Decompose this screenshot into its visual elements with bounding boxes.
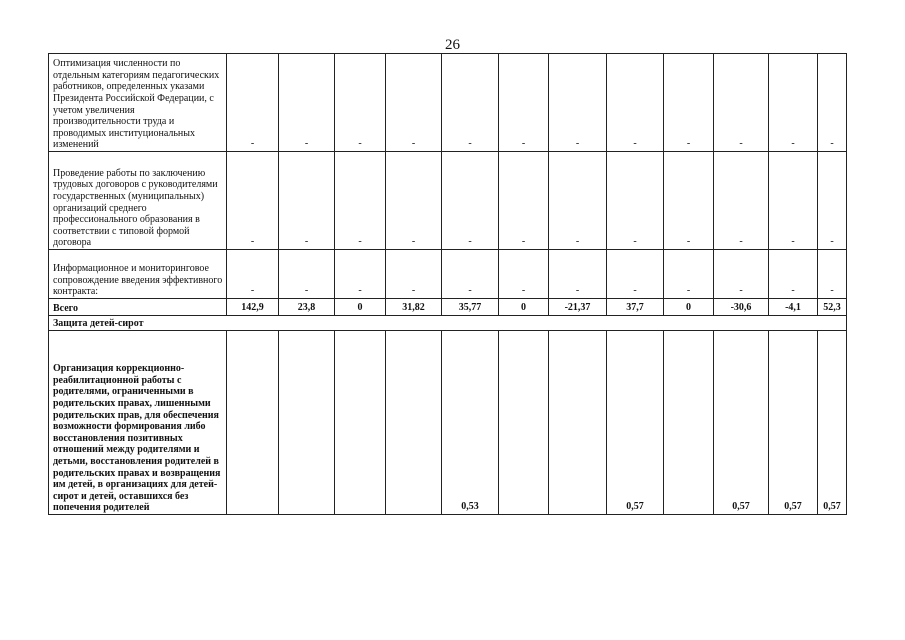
table-cell: 0 <box>335 299 386 316</box>
budget-table <box>48 53 847 515</box>
table-cell <box>664 331 714 515</box>
table-cell: 31,82 <box>386 299 442 316</box>
table-cell: - <box>335 152 386 250</box>
table-cell: - <box>769 152 818 250</box>
table-cell: 35,77 <box>442 299 499 316</box>
table-cell: - <box>499 54 549 152</box>
table-cell: - <box>549 54 607 152</box>
total-row <box>49 299 847 316</box>
section-row <box>49 316 847 331</box>
table-cell: - <box>227 152 279 250</box>
table-cell: - <box>499 152 549 250</box>
table-cell: - <box>664 250 714 299</box>
table-row <box>49 54 847 152</box>
table-cell: - <box>714 250 769 299</box>
table-cell <box>386 331 442 515</box>
table-row <box>49 152 847 250</box>
table-row <box>49 250 847 299</box>
table-cell: 0 <box>499 299 549 316</box>
table-cell: - <box>386 54 442 152</box>
table-cell: - <box>442 54 499 152</box>
table-cell: - <box>335 54 386 152</box>
table-cell: - <box>386 152 442 250</box>
table-cell: 23,8 <box>279 299 335 316</box>
table-cell: - <box>386 250 442 299</box>
table-cell: 37,7 <box>607 299 664 316</box>
table-cell: 0,57 <box>607 331 664 515</box>
table-cell: -21,37 <box>549 299 607 316</box>
row-label: Всего <box>49 299 227 316</box>
table-cell: - <box>442 152 499 250</box>
table-cell <box>499 331 549 515</box>
table-cell: - <box>335 250 386 299</box>
row-label: Оптимизация численности по отдельным категориям педагогических работников, определенных указами Президента Российской Федерации, с учетом увеличения производительности труда и проводимых институциональных изменений <box>49 54 227 152</box>
table-cell: - <box>607 54 664 152</box>
table-cell <box>549 331 607 515</box>
table-cell: 142,9 <box>227 299 279 316</box>
table-cell: - <box>279 152 335 250</box>
table-cell: - <box>279 250 335 299</box>
table-cell: - <box>499 250 549 299</box>
table-cell: - <box>549 250 607 299</box>
table-cell: - <box>664 152 714 250</box>
table-cell: -30,6 <box>714 299 769 316</box>
table-cell: - <box>442 250 499 299</box>
table-cell: - <box>714 152 769 250</box>
table-cell: - <box>769 250 818 299</box>
table-row <box>49 331 847 515</box>
table-cell: 0,57 <box>714 331 769 515</box>
table-cell <box>335 331 386 515</box>
table-cell: - <box>227 250 279 299</box>
page-number: 26 <box>445 37 460 53</box>
section-title: Защита детей-сирот <box>49 316 847 331</box>
table-cell: 0,57 <box>818 331 847 515</box>
row-label: Проведение работы по заключению трудовых договоров с руководителями государственных (муниципальных) организаций среднего профессионального образования в соответствии с типовой формой договора <box>49 152 227 250</box>
table-cell: - <box>664 54 714 152</box>
table-cell <box>279 331 335 515</box>
table-cell: 0 <box>664 299 714 316</box>
table-cell: - <box>607 152 664 250</box>
table-cell: - <box>818 250 847 299</box>
row-label: Информационное и мониторинговое сопровождение введения эффективного контракта: <box>49 250 227 299</box>
table-cell: - <box>607 250 664 299</box>
table-cell: - <box>769 54 818 152</box>
table-cell: - <box>549 152 607 250</box>
table-cell <box>227 331 279 515</box>
table-cell: - <box>227 54 279 152</box>
table-cell: 0,53 <box>442 331 499 515</box>
table-cell: 52,3 <box>818 299 847 316</box>
table-cell: - <box>818 54 847 152</box>
row-label: Организация коррекционно-реабилитационной работы с родителями, ограниченными в родительских правах, лишенными родительских прав, для обеспечения возможности формирования либо восстановления позитивных отношений между родителями и детьми, восстановления родителей в родительских правах и возвращения им детей, в организациях для детей-сирот и детей, оставшихся без попечения родителей <box>49 331 227 515</box>
table-cell: - <box>818 152 847 250</box>
table-cell: 0,57 <box>769 331 818 515</box>
table-cell: - <box>714 54 769 152</box>
table-cell: -4,1 <box>769 299 818 316</box>
table-cell: - <box>279 54 335 152</box>
